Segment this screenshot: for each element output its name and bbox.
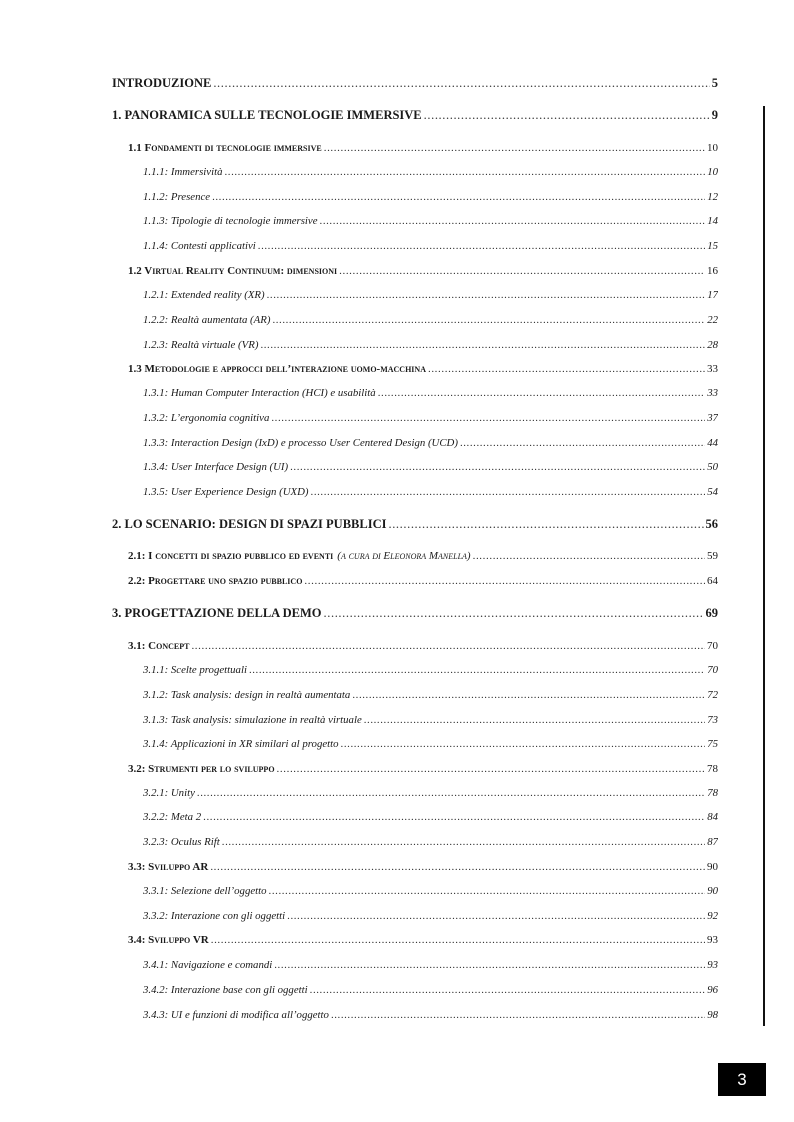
toc-dot-leader [352, 688, 705, 702]
toc-dot-leader [304, 574, 705, 588]
toc-entry[interactable] [143, 239, 718, 254]
toc-entry[interactable] [112, 76, 718, 91]
toc-entry[interactable] [143, 288, 718, 303]
toc-entry-page: 64 [707, 575, 718, 587]
toc-entry-page: 92 [707, 910, 718, 922]
toc-entry[interactable] [128, 141, 718, 156]
toc-dot-leader [249, 663, 705, 677]
toc-entry-title: 3.1.1: Scelte progettuali [143, 664, 247, 676]
toc-dot-leader [320, 214, 706, 228]
toc-entry-title: 1.3.4: User Interface Design (UI) [143, 461, 289, 473]
toc-entry-title: 3.2: Strumenti per lo sviluppo [128, 763, 275, 775]
toc-dot-leader [213, 76, 709, 90]
toc-entry-title: 1.1.4: Contesti applicativi [143, 240, 256, 252]
toc-entry-page: 59 [707, 550, 718, 562]
toc-entry-page: 33 [707, 387, 718, 399]
toc-entry-title: 1.3.3: Interaction Design (IxD) e processo User Centered Design (UCD) [143, 437, 458, 449]
toc-entry-page: 17 [707, 289, 718, 301]
toc-entry-page: 50 [707, 461, 718, 473]
toc-entry[interactable] [128, 549, 718, 564]
toc-entry-page: 56 [705, 517, 718, 531]
toc-entry-page: 70 [707, 640, 718, 652]
toc-entry[interactable] [128, 362, 718, 377]
toc-entry[interactable] [143, 909, 718, 924]
toc-entry[interactable] [143, 835, 718, 850]
toc-dot-leader [311, 485, 706, 499]
toc-entry-title: 3.3.2: Interazione con gli oggetti [143, 910, 286, 922]
toc-entry-title: 1.1.2: Presence [143, 191, 211, 203]
toc-entry-title: 3.2.3: Oculus Rift [143, 836, 220, 848]
toc-entry[interactable] [112, 606, 718, 621]
toc-dot-leader [277, 762, 705, 776]
toc-entry-page: 98 [707, 1009, 718, 1021]
toc-dot-leader [224, 165, 705, 179]
toc-entry-page: 78 [707, 763, 718, 775]
toc-entry[interactable] [112, 108, 718, 123]
margin-rule [763, 106, 765, 1026]
toc-entry-title: 3.1: Concept [128, 640, 190, 652]
toc-dot-leader [290, 460, 705, 474]
toc-dot-leader [331, 1008, 705, 1022]
toc-entry[interactable] [143, 737, 718, 752]
toc-entry[interactable] [143, 983, 718, 998]
toc-entry-title: 3. PROGETTAZIONE DELLA DEMO [112, 606, 322, 620]
toc-dot-leader [473, 549, 705, 563]
toc-entry-page: 14 [707, 215, 718, 227]
toc-entry-page: 44 [707, 437, 718, 449]
toc-entry[interactable] [143, 313, 718, 328]
toc-entry-page: 54 [707, 486, 718, 498]
toc-entry[interactable] [143, 663, 718, 678]
toc-entry[interactable] [143, 810, 718, 825]
toc-entry-title: 3.3.1: Selezione dell’oggetto [143, 885, 267, 897]
toc-entry-page: 10 [707, 166, 718, 178]
toc-entry-title: 3.1.2: Task analysis: design in realtà aumentata [143, 689, 351, 701]
toc-entry-page: 22 [707, 314, 718, 326]
toc-entry-page: 10 [707, 142, 718, 154]
toc-entry-title: 1.2 Virtual Reality Continuum: dimensioni [128, 265, 338, 277]
toc-entry-title: 3.4.2: Interazione base con gli oggetti [143, 984, 308, 996]
toc-entry-page: 9 [711, 108, 718, 122]
toc-entry-title: 1.2.2: Realtà aumentata (AR) [143, 314, 271, 326]
toc-entry-page: 93 [707, 934, 718, 946]
toc-entry-page: 33 [707, 363, 718, 375]
toc-entry[interactable] [143, 411, 718, 426]
toc-entry[interactable] [143, 958, 718, 973]
toc-entry-title: 1.3.1: Human Computer Interaction (HCI) e usabilità [143, 387, 376, 399]
toc-entry-page: 15 [707, 240, 718, 252]
toc-entry-page: 78 [707, 787, 718, 799]
toc-entry-page: 87 [707, 836, 718, 848]
toc-entry-title: 3.2.2: Meta 2 [143, 811, 202, 823]
toc-entry-title: 1.3.2: L’ergonomia cognitiva [143, 412, 270, 424]
toc-entry-title: 3.1.3: Task analysis: simulazione in realtà virtuale [143, 714, 362, 726]
toc-entry[interactable] [143, 386, 718, 401]
toc-entry[interactable] [143, 214, 718, 229]
toc-dot-leader [310, 983, 706, 997]
toc-entry-page: 72 [707, 689, 718, 701]
toc-dot-leader [324, 141, 705, 155]
toc-dot-leader [222, 835, 705, 849]
toc-entry-page: 75 [707, 738, 718, 750]
toc-entry[interactable] [128, 574, 718, 589]
toc-dot-leader [388, 517, 703, 531]
toc-dot-leader [197, 786, 705, 800]
toc-entry-page: 16 [707, 265, 718, 277]
toc-entry-title: 3.1.4: Applicazioni in XR similari al progetto [143, 738, 339, 750]
toc-dot-leader [191, 639, 705, 653]
toc-dot-leader [271, 411, 705, 425]
toc-dot-leader [424, 108, 710, 122]
toc-dot-leader [260, 338, 705, 352]
toc-entry-page: 93 [707, 959, 718, 971]
toc-entry-page: 12 [707, 191, 718, 203]
toc-entry-subtitle: (a cura di Eleonora Manella) [337, 550, 471, 562]
toc-entry-page: 96 [707, 984, 718, 996]
toc-entry[interactable] [128, 639, 718, 654]
toc-dot-leader [287, 909, 705, 923]
toc-entry-page: 28 [707, 339, 718, 351]
toc-dot-leader [267, 288, 706, 302]
toc-entry-page: 70 [707, 664, 718, 676]
toc-entry-page: 84 [707, 811, 718, 823]
toc-entry[interactable] [143, 436, 718, 451]
toc-entry[interactable] [143, 688, 718, 703]
toc-entry-title: 1.1.3: Tipologie di tecnologie immersive [143, 215, 318, 227]
toc-entry-title: 1.2.3: Realtà virtuale (VR) [143, 339, 259, 351]
toc-dot-leader [203, 810, 705, 824]
toc-dot-leader [274, 958, 705, 972]
toc-dot-leader [339, 264, 705, 278]
toc-entry[interactable] [143, 485, 718, 500]
toc-dot-leader [324, 606, 704, 620]
toc-entry-title: 1.3.5: User Experience Design (UXD) [143, 486, 309, 498]
toc-entry[interactable] [143, 165, 718, 180]
toc-entry-title: 2.2: Progettare uno spazio pubblico [128, 575, 303, 587]
toc-entry-page: 37 [707, 412, 718, 424]
toc-entry[interactable] [143, 460, 718, 475]
toc-dot-leader [210, 860, 705, 874]
toc-dot-leader [211, 933, 705, 947]
toc-entry[interactable] [112, 517, 718, 532]
toc-entry[interactable] [143, 190, 718, 205]
toc-entry-page: 73 [707, 714, 718, 726]
toc-entry[interactable] [128, 860, 718, 875]
toc-entry-title: 1.1.1: Immersività [143, 166, 223, 178]
toc-entry[interactable] [143, 1008, 718, 1023]
toc-entry-title: 3.3: Sviluppo AR [128, 861, 209, 873]
toc-entry-page: 5 [711, 76, 718, 90]
toc-entry-title: 1. PANORAMICA SULLE TECNOLOGIE IMMERSIVE [112, 108, 422, 122]
toc-entry-title: 2. LO SCENARIO: DESIGN DI SPAZI PUBBLICI [112, 517, 387, 531]
toc-entry-page: 90 [707, 885, 718, 897]
toc-dot-leader [428, 362, 705, 376]
toc-entry[interactable] [128, 762, 718, 777]
toc-entry-title: 3.4: Sviluppo VR [128, 934, 209, 946]
toc-entry[interactable] [143, 884, 718, 899]
toc-entry-title: 3.4.1: Navigazione e comandi [143, 959, 273, 971]
toc-entry[interactable] [128, 264, 718, 279]
toc-dot-leader [364, 713, 705, 727]
toc-entry-page: 69 [705, 606, 718, 620]
toc-entry-title: 2.1: I concetti di spazio pubblico ed eventi [128, 550, 334, 562]
toc-entry[interactable] [143, 786, 718, 801]
toc-dot-leader [460, 436, 705, 450]
toc-entry[interactable] [143, 338, 718, 353]
toc-entry-title: 1.3 Metodologie e approcci dell’interazione uomo-macchina [128, 363, 426, 375]
toc-entry-title: INTRODUZIONE [112, 76, 212, 90]
toc-entry-title: 3.4.3: UI e funzioni di modifica all’oggetto [143, 1009, 329, 1021]
toc-dot-leader [272, 313, 705, 327]
toc-entry-title: 1.2.1: Extended reality (XR) [143, 289, 265, 301]
toc-dot-leader [212, 190, 705, 204]
toc-entry[interactable] [128, 933, 718, 948]
toc-entry[interactable] [143, 713, 718, 728]
toc-entry-page: 90 [707, 861, 718, 873]
toc-dot-leader [341, 737, 706, 751]
toc-entry-title: 1.1 Fondamenti di tecnologie immersive [128, 142, 322, 154]
toc-entry-title: 3.2.1: Unity [143, 787, 195, 799]
toc-dot-leader [258, 239, 705, 253]
toc-dot-leader [378, 386, 705, 400]
toc-dot-leader [269, 884, 706, 898]
page-number: 3 [718, 1063, 766, 1096]
